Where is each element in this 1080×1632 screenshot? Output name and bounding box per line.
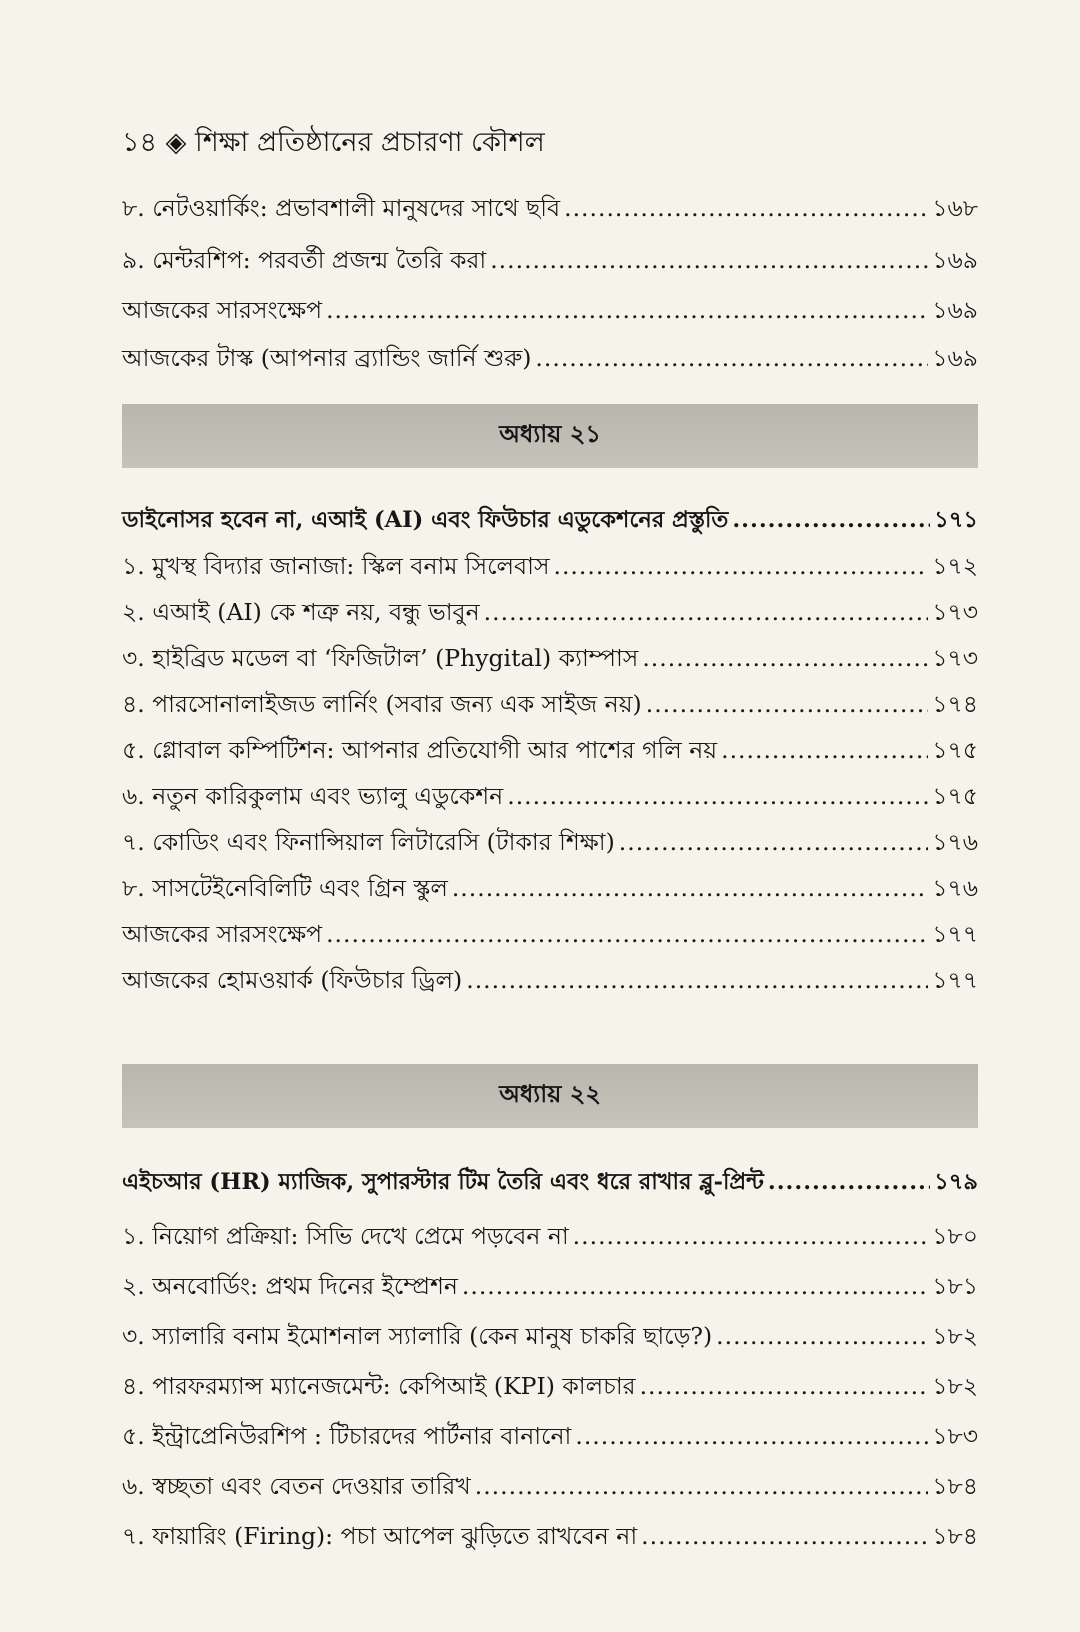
entry-title: ৯. মেন্টরশিপ: পরবর্তী প্রজন্ম তৈরি করা [122, 246, 487, 274]
entry-title: ৩. হাইব্রিড মডেল বা ‘ফিজিটাল’ (Phygital) ক্যাম্পাস [122, 644, 639, 672]
entry-page-number: ১৭৩ [932, 644, 978, 672]
entry-title: ৭. ফায়ারিং (Firing): পচা আপেল ঝুড়িতে রাখবেন না [122, 1522, 638, 1550]
entry-title: ২. এআই (AI) কে শত্রু নয়, বন্ধু ভাবুন [122, 598, 480, 626]
entry-page-number: ১৮২ [932, 1322, 978, 1350]
dot-leader [490, 242, 928, 278]
entry-page-number: ১৭২ [932, 552, 978, 580]
running-header: ১৪ ◈ শিক্ষা প্রতিষ্ঠানের প্রচারণা কৌশল [122, 127, 545, 158]
dot-leader [564, 190, 928, 226]
entry-page-number: ১৭৫ [932, 736, 978, 764]
chapter-label: অধ্যায় ২২ [499, 1079, 601, 1108]
toc-entry [122, 824, 978, 860]
dot-leader [619, 824, 928, 860]
dot-leader [553, 548, 928, 584]
chapter-title: এইচআর (HR) ম্যাজিক, সুপারস্টার টিম তৈরি এবং ধরে রাখার ব্লু-প্রিন্ট [122, 1169, 764, 1195]
dot-leader [768, 1164, 930, 1200]
chapter-band [122, 1064, 978, 1128]
entry-title: ২. অনবোর্ডিং: প্রথম দিনের ইম্প্রেশন [122, 1272, 458, 1300]
entry-title: আজকের সারসংক্ষেপ [122, 296, 323, 324]
entry-page-number: ১৭১ [934, 507, 978, 533]
entry-title: আজকের হোমওয়ার্ক (ফিউচার ড্রিল) [122, 966, 463, 994]
toc-entry [122, 292, 978, 328]
toc-entry [122, 594, 978, 630]
entry-title: ৪. পারফরম্যান্স ম্যানেজমেন্ট: কেপিআই (KPI) কালচার [122, 1372, 636, 1400]
toc-entry [122, 1518, 978, 1554]
toc-entry [122, 1318, 978, 1354]
toc-entry [122, 686, 978, 722]
entry-page-number: ১৮৪ [932, 1522, 978, 1550]
entry-title: আজকের সারসংক্ষেপ [122, 920, 323, 948]
dot-leader [326, 916, 928, 952]
toc-entry [122, 640, 978, 676]
toc-entry [122, 916, 978, 952]
dot-leader [466, 962, 928, 998]
dot-leader [640, 1368, 929, 1404]
chapter-heading-entry [122, 1164, 978, 1200]
entry-page-number: ১৬৯ [932, 344, 978, 372]
entry-title: ৬. স্বচ্ছতা এবং বেতন দেওয়ার তারিখ [122, 1472, 471, 1500]
dot-leader [646, 686, 929, 722]
entry-title: ৮. সাসটেইনেবিলিটি এবং গ্রিন স্কুল [122, 874, 448, 902]
dot-leader [484, 594, 929, 630]
toc-entry [122, 1418, 978, 1454]
toc-entry [122, 732, 978, 768]
dot-leader [732, 502, 930, 538]
chapter-band [122, 404, 978, 468]
toc-entry [122, 1368, 978, 1404]
entry-page-number: ১৬৯ [932, 246, 978, 274]
entry-title: ৩. স্যালারি বনাম ইমোশনাল স্যালারি (কেন মানুষ চাকরি ছাড়ে?) [122, 1322, 713, 1350]
toc-entry [122, 1218, 978, 1254]
entry-page-number: ১৮৩ [932, 1422, 978, 1450]
toc-entry [122, 870, 978, 906]
entry-title: ৫. গ্লোবাল কম্পিটিশন: আপনার প্রতিযোগী আর পাশের গলি নয় [122, 736, 718, 764]
dot-leader [575, 1418, 928, 1454]
toc-entry [122, 1468, 978, 1504]
toc-entry [122, 548, 978, 584]
entry-title: ৮. নেটওয়ার্কিং: প্রভাবশালী মানুষদের সাথে ছবি [122, 194, 561, 222]
entry-page-number: ১৬৮ [932, 194, 978, 222]
entry-title: ৪. পারসোনালাইজড লার্নিং (সবার জন্য এক সাইজ নয়) [122, 690, 642, 718]
dot-leader [535, 340, 928, 376]
toc-entry [122, 778, 978, 814]
dot-leader [716, 1318, 928, 1354]
entry-page-number: ১৭৭ [932, 920, 978, 948]
entry-page-number: ১৭৫ [932, 782, 978, 810]
dot-leader [326, 292, 928, 328]
entry-page-number: ১৭৭ [932, 966, 978, 994]
chapter-heading-entry [122, 502, 978, 538]
dot-leader [507, 778, 928, 814]
entry-title: ১. নিয়োগ প্রক্রিয়া: সিভি দেখে প্রেমে পড়বেন না [122, 1222, 569, 1250]
entry-title: ৭. কোডিং এবং ফিনান্সিয়াল লিটারেসি (টাকার শিক্ষা) [122, 828, 615, 856]
entry-page-number: ১৭৯ [934, 1169, 978, 1195]
dot-leader [462, 1268, 928, 1304]
chapter-label: অধ্যায় ২১ [499, 419, 601, 448]
entry-page-number: ১৭৬ [932, 874, 978, 902]
chapter-title: ডাইনোসর হবেন না, এআই (AI) এবং ফিউচার এডুকেশনের প্রস্তুতি [122, 507, 729, 533]
entry-page-number: ১৮১ [932, 1272, 978, 1300]
entry-title: ৬. নতুন কারিকুলাম এবং ভ্যালু এডুকেশন [122, 782, 504, 810]
entry-page-number: ১৬৯ [932, 296, 978, 324]
dot-leader [721, 732, 928, 768]
toc-entry [122, 340, 978, 376]
dot-leader [573, 1218, 929, 1254]
toc-entry [122, 1268, 978, 1304]
toc-entry [122, 242, 978, 278]
entry-title: ১. মুখস্থ বিদ্যার জানাজা: স্কিল বনাম সিলেবাস [122, 552, 550, 580]
toc-entry [122, 190, 978, 226]
entry-page-number: ১৮০ [932, 1222, 978, 1250]
entry-page-number: ১৭৩ [932, 598, 978, 626]
entry-title: আজকের টাস্ক (আপনার ব্র্যান্ডিং জার্নি শুরু) [122, 344, 532, 372]
dot-leader [642, 640, 928, 676]
dot-leader [641, 1518, 928, 1554]
entry-page-number: ১৮২ [932, 1372, 978, 1400]
entry-page-number: ১৭৪ [932, 690, 978, 718]
dot-leader [475, 1468, 929, 1504]
entry-title: ৫. ইন্ট্রাপ্রেনিউরশিপ : টিচারদের পার্টনার বানানো [122, 1422, 572, 1450]
entry-page-number: ১৭৬ [932, 828, 978, 856]
dot-leader [452, 870, 928, 906]
toc-entry [122, 962, 978, 998]
entry-page-number: ১৮৪ [932, 1472, 978, 1500]
